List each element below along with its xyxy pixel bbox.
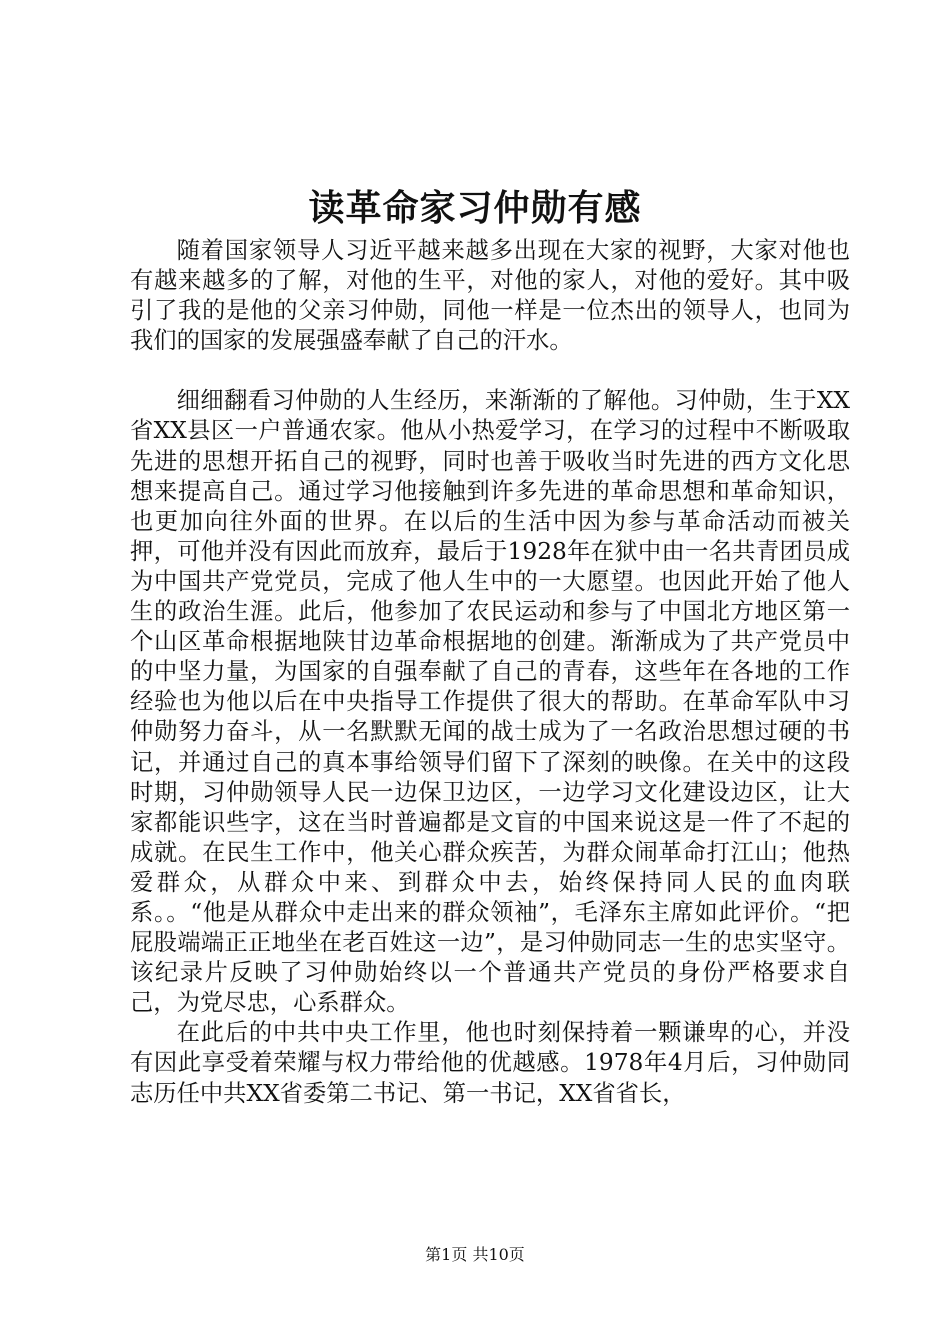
paragraph-biography: 细细翻看习仲勋的人生经历，来渐渐的了解他。习仲勋，生于XX省XX县区一户普通农家。他从小热爱学习，在学习的过程中不断吸取先进的思想开拓自己的视野，同时也善于吸收当时先进的西方文化思想来提高自己。通过学习他接触到许多先进的革命思想和革命知识，也更加向往外面的世界。在以后的生活中因为参与革命活动而被关押，可他并没有因此而放弃，最后于1928年在狱中由一名共青团员成为中国共产党党员，完成了他人生中的一大愿望。也因此开始了他人生的政治生涯。此后，他参加了农民运动和参与了中国北方地区第一个山区革命根据地陕甘边革命根据地的创建。渐渐成为了共产党员中的中坚力量，为国家的自强奉献了自己的青春，这些年在各地的工作经验也为他以后在中央指导工作提供了很大的帮助。在革命军队中习仲勋努力奋斗，从一名默默无闻的战士成为了一名政治思想过硬的书记，并通过自己的真本事给领导们留下了深刻的映像。在关中的这段时期，习仲勋领导人民一边保卫边区，一边学习文化建设边区，让大家都能识些字，这在当时普遍都是文盲的中国来说这是一件了不起的成就。在民生工作中，他关心群众疾苦，为群众闹革命打江山；他热爱群众，从群众中来、到群众中去，始终保持同人民的血肉联系。。“他是从群众中走出来的群众领袖”，毛泽东主席如此评价。“把屁股端端正正地坐在老百姓这一边”，是习仲勋同志一生的忠实坚守。该纪录片反映了习仲勋始终以一个普通共产党员的身份严格要求自己，为党尽忠，心系群众。 bbox=[130, 387, 850, 1017]
paragraph-spacer bbox=[130, 356, 850, 386]
paragraph-intro: 随着国家领导人习近平越来越多出现在大家的视野，大家对他也有越来越多的了解，对他的生平，对他的家人，对他的爱好。其中吸引了我的是他的父亲习仲勋，同他一样是一位杰出的领导人，也同为我们的国家的发展强盛奉献了自己的汗水。 bbox=[130, 237, 850, 355]
page-footer: 第1页 共10页 bbox=[425, 1245, 525, 1264]
document-title: 读革命家习仲勋有感 bbox=[308, 187, 642, 229]
document-body bbox=[130, 236, 850, 1109]
paragraph-central-work: 在此后的中共中央工作里，他也时刻保持着一颗谦卑的心，并没有因此享受着荣耀与权力带给他的优越感。1978年4月后，习仲勋同志历任中共XX省委第二书记、第一书记，XX省省长， bbox=[130, 1019, 850, 1107]
